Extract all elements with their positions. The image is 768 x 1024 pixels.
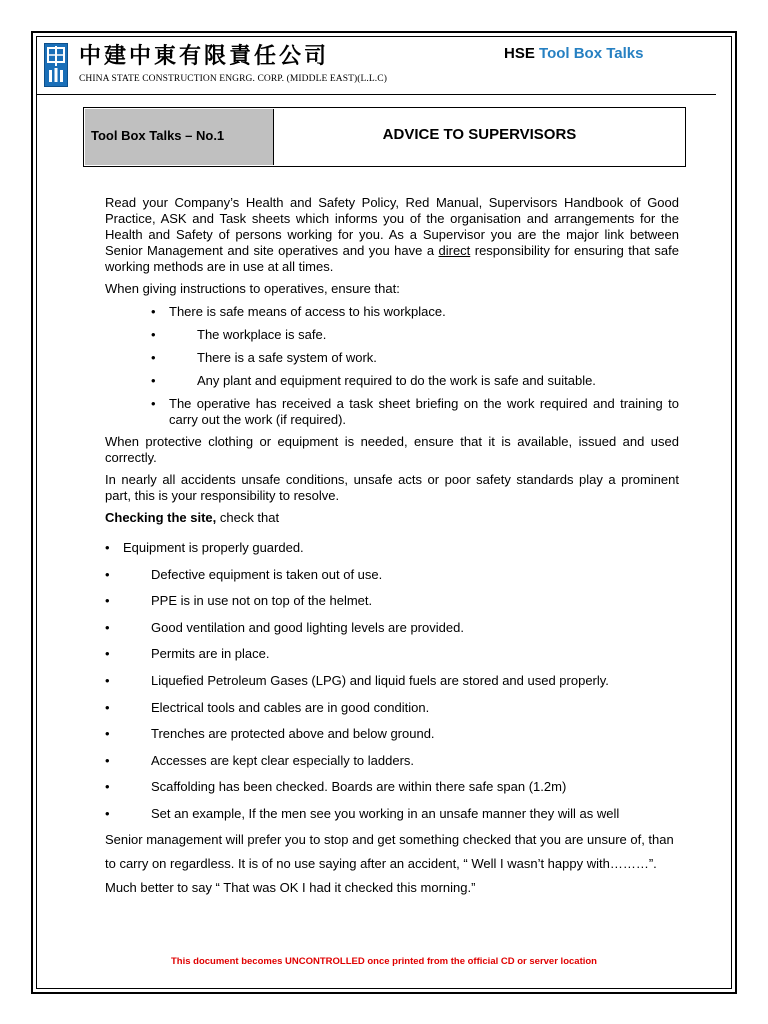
company-name-chinese: 中建中東有限責任公司 [79, 43, 330, 69]
list-item: • Set an example, If the men see you working in an unsafe manner they will as well [105, 805, 620, 821]
list-item: • There is a safe system of work. [151, 350, 377, 365]
checking-lead [105, 510, 679, 526]
instructions-lead: When giving instructions to operatives, ensure that: [105, 281, 400, 296]
list-item: • Good ventilation and good lighting levels are provided. [105, 619, 464, 635]
intro-text-1: Read your Company’s Health and Safety Policy, Red Manual, Supervisors Handbook of Good Practice, ASK and Task sheets which informs you of the organisation and arrangements for the Health and Safety of persons working for you. As a Supervisor you are the major link between Senior Management and site operatives and you have a [105, 195, 679, 258]
list-item: • PPE is in use not on top of the helmet. [105, 593, 373, 609]
list-item: • Liquefied Petroleum Gases (LPG) and liquid fuels are stored and used properly. [105, 672, 609, 688]
accidents-paragraph: In nearly all accidents unsafe conditions, unsafe acts or poor safety standards play a prominent part, this is your responsibility to resolve. [105, 472, 679, 503]
bullet-icon: • [151, 350, 156, 365]
bullet-icon: • [105, 672, 110, 688]
list-item: • Accesses are kept clear especially to ladders. [105, 752, 415, 768]
protective-paragraph: When protective clothing or equipment is needed, ensure that it is available, issued and used correctly. [105, 434, 679, 465]
uncontrolled-notice: This document becomes UNCONTROLLED once printed from the official CD or server location [171, 956, 597, 967]
header-divider [36, 94, 716, 95]
closing-paragraph: Senior management will prefer you to stop and get something checked that you are unsure of, than to carry on regardless. It is of no use saying after an accident, “ Well I wasn’t happy with………”. Much better to say “ That was OK I had it checked this morning.” [105, 831, 674, 895]
hse-prefix: HSE [504, 45, 535, 62]
document-body [105, 195, 679, 900]
list-item: • The workplace is safe. [151, 327, 327, 342]
hse-title: Tool Box Talks [539, 45, 644, 62]
list-item: • Permits are in place. [105, 646, 270, 662]
bullet-icon: • [105, 805, 110, 821]
bullet-icon: • [151, 396, 156, 411]
bullet-icon: • [105, 593, 110, 609]
bullet-icon: • [105, 540, 110, 555]
bullet-icon: • [151, 373, 156, 388]
company-name-english: CHINA STATE CONSTRUCTION ENGRG. CORP. (MIDDLE EAST)(L.L.C) [79, 74, 387, 84]
list-item: • Any plant and equipment required to do the work is safe and suitable. [151, 373, 596, 388]
intro-paragraph [105, 195, 679, 275]
bullet-icon: • [105, 779, 110, 795]
title-table [83, 107, 686, 167]
list-item: • Trenches are protected above and below ground. [105, 726, 435, 742]
bullet-icon: • [105, 566, 110, 582]
company-logo-icon [44, 43, 68, 87]
bullet-icon: • [105, 726, 110, 742]
intro-underlined: direct [438, 243, 471, 258]
bullet-icon: • [151, 304, 156, 319]
list-item: • Equipment is properly guarded. [105, 540, 304, 555]
list-item: • Electrical tools and cables are in good condition. [105, 699, 430, 715]
talk-number: Tool Box Talks – No.1 [91, 128, 225, 143]
talk-number-cell [85, 109, 274, 165]
list-item: • Scaffolding has been checked. Boards are within there safe span (1.2m) [105, 779, 567, 795]
bullet-icon: • [105, 619, 110, 635]
list-item: • There is safe means of access to his workplace. [151, 304, 446, 319]
bullet-icon: • [105, 752, 110, 768]
list-item: • The operative has received a task sheet briefing on the work required and training to carry out the work (if required). [151, 396, 679, 427]
talk-subject-cell [274, 108, 685, 166]
intro-text-2: responsibility for ensuring that safe working methods are in use at all times. [105, 243, 679, 274]
talk-subject: ADVICE TO SUPERVISORS [382, 126, 577, 143]
checking-bold: Checking the site, [105, 510, 217, 525]
bullet-icon: • [105, 646, 110, 662]
bullet-icon: • [151, 327, 156, 342]
bullet-icon: • [105, 699, 110, 715]
hse-heading [504, 45, 643, 62]
checking-rest: check that [216, 510, 280, 525]
list-item: • Defective equipment is taken out of use. [105, 566, 383, 582]
